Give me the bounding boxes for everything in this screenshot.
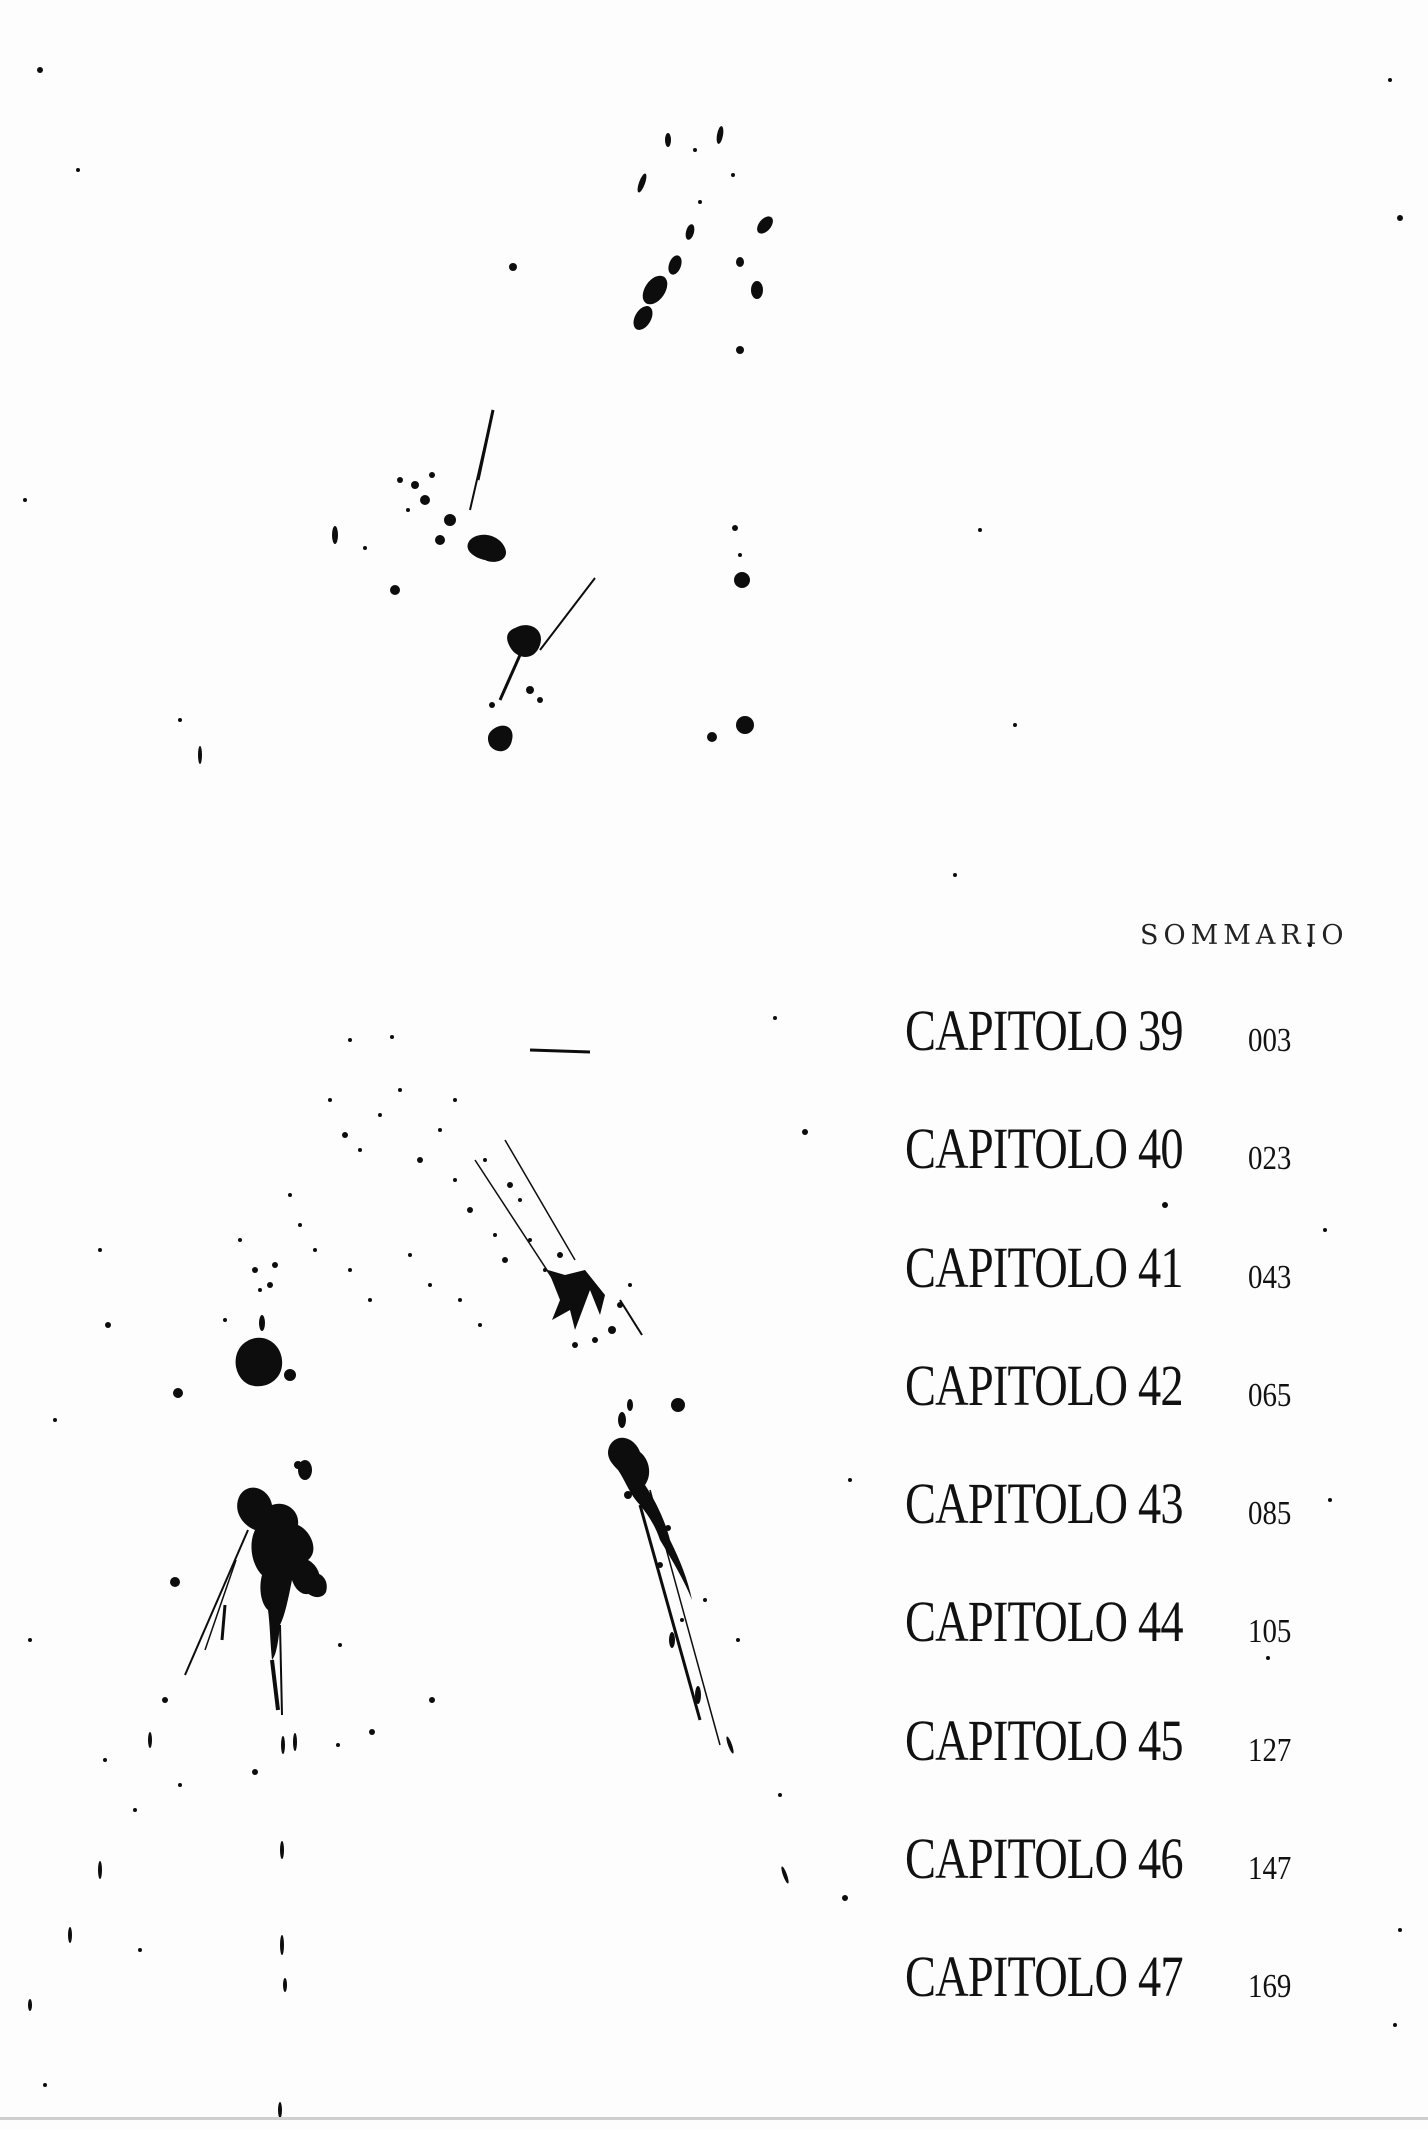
page-bottom-edge	[0, 2117, 1428, 2120]
toc-page-number: 085	[1248, 1495, 1292, 1532]
toc-entry[interactable]	[905, 1453, 1325, 1536]
toc-entry[interactable]	[905, 1926, 1325, 2009]
toc-entry[interactable]	[905, 1217, 1325, 1300]
toc-page-number: 003	[1248, 1022, 1292, 1059]
toc-chapter-title: CAPITOLO 47	[905, 1944, 1183, 2009]
toc-entry[interactable]	[905, 1335, 1325, 1418]
toc-page-number: 065	[1248, 1377, 1292, 1414]
toc-entry[interactable]	[905, 1690, 1325, 1773]
toc-chapter-title: CAPITOLO 46	[905, 1826, 1183, 1891]
toc-chapter-title: CAPITOLO 45	[905, 1708, 1183, 1773]
toc-entry[interactable]	[905, 1098, 1325, 1181]
toc-page-number: 023	[1248, 1140, 1292, 1177]
toc-page-number: 169	[1248, 1968, 1292, 2005]
toc-entry[interactable]	[905, 980, 1325, 1063]
toc-heading: SOMMARIO	[1140, 920, 1349, 951]
toc-entry[interactable]	[905, 1808, 1325, 1891]
toc-page-number: 147	[1248, 1850, 1292, 1887]
toc-chapter-title: CAPITOLO 39	[905, 998, 1183, 1063]
toc-page-number: 043	[1248, 1259, 1292, 1296]
toc-chapter-title: CAPITOLO 44	[905, 1589, 1183, 1654]
toc-chapter-title: CAPITOLO 42	[905, 1353, 1183, 1418]
toc-page-number: 105	[1248, 1613, 1292, 1650]
toc-page-number: 127	[1248, 1732, 1292, 1769]
toc-chapter-title: CAPITOLO 43	[905, 1471, 1183, 1536]
toc-entry[interactable]	[905, 1571, 1325, 1654]
toc-chapter-title: CAPITOLO 40	[905, 1116, 1183, 1181]
toc-chapter-title: CAPITOLO 41	[905, 1235, 1183, 1300]
